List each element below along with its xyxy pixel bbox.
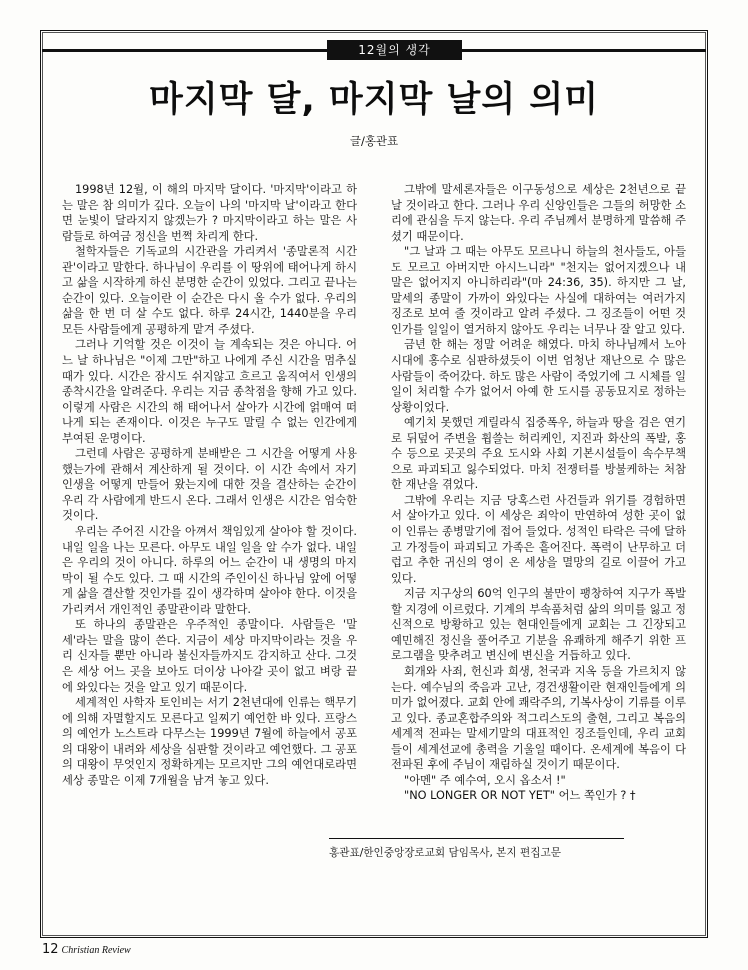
paragraph: 1998년 12월, 이 해의 마지막 달이다. '마지막'이라고 하는 말은 참 의미가 깊다. 오늘이 나의 '마지막 날'이라고 한다면 눈빛이 달라지지 않겠는가 ? 마지막이라고 하는 말은 사람들로 하여금 정신을 번쩍 차리게 한다. (62, 183, 357, 243)
paragraph: 또 하나의 종말관은 우주적인 종말이다. 사람들은 '말세'라는 말을 많이 쓴다. 지금이 세상 마지막이라는 것을 우리 신자들 뿐만 아니라 불신자들까지도 감지하고 산다. 그것은 세상 어느 곳을 보아도 더이상 나아갈 곳이 없고 벼랑 끝에 와있다는 것을 알고 있기 때문이다. (62, 618, 357, 694)
closing-prayer-line: "아멘" 주 예수여, 오시 옵소서 !" (404, 773, 566, 787)
paragraph: 예기치 못했던 게릴라식 집중폭우, 하늘과 땅을 검은 연기로 뒤덮어 주변을 휩쓸는 허리케인, 지진과 화산의 폭발, 홍수 등으로 곳곳의 주요 도시와 사회 기본시설들이 속수무책으로 파괴되고 잃수되었다. 마치 전쟁터를 방불케하는 처참한 재난을 겪었다. (391, 416, 686, 492)
paragraph: 그밖에 우리는 지금 당혹스런 사건들과 위기를 경험하면서 살아가고 있다. 이 세상은 죄악이 만연하여 성한 곳이 없이 인류는 종병말기에 접어 들었다. 성적인 타락은 극에 달하고 가정들이 파괴되고 가족은 흩어진다. 폭력이 난무하고 더럽고 추한 귀신의 영이 온 세상을 멸망의 길로 이끌어 가고 있다. (391, 493, 686, 585)
paragraph: 그러나 기억할 것은 이것이 늘 계속되는 것은 아니다. 어느 날 하나님은 "이제 그만"하고 나에게 주신 시간을 멈추실 때가 있다. 시간은 잠시도 쉬지않고 흐르고 움직여서 인생의 종착시간을 알려준다. 우리는 지금 종착점을 향해 가고 있다. 이렇게 사람은 시간의 해 태어나서 살아가 시간에 얽매여 떠나게 되는 존재이다. 이것은 누구도 말릴 수 없는 인간에게 부여된 운명이다. (62, 338, 357, 445)
paragraph: 지금 지구상의 60억 인구의 불만이 팽창하여 지구가 폭발할 지경에 이르렀다. 기계의 부속품처럼 삶의 의미를 잃고 정신적으로 방황하고 있는 현대인들에게 교회는 그 긴장되고 예민해진 정신을 풀어주고 기분을 유쾌하게 해주기 위한 프로그램을 맞추려고 변신에 변신을 거듭하고 있다. (391, 587, 686, 663)
closing-english-line: "NO LONGER OR NOT YET" 어느 쪽인가 ? † (404, 789, 636, 803)
column-right (391, 182, 686, 804)
article-body (62, 182, 686, 882)
paragraph: 우리는 주어진 시간을 아껴서 책임있게 살아야 할 것이다. 내일 일을 나는 모른다. 아무도 내일 일을 알 수가 없다. 내일은 우리의 것이 아니다. 하루의 어느 순간이 내 생명의 마지막이 될 수도 있다. 그 때 시간의 주인이신 하나님 앞에 어떻게 삶을 결산할 것인가를 깊이 생각하며 살아야 한다. 이것을 가리켜서 개인적인 종말관이라 말한다. (62, 525, 357, 616)
article-title: 마지막 달, 마지막 날의 의미 (149, 80, 599, 120)
column-left (62, 182, 357, 788)
section-banner (42, 40, 706, 60)
paragraph: 세계적인 사학자 토인비는 서기 2천년대에 인류는 핵무기에 의해 자멸할지도 모른다고 일찌기 예언한 바 있다. 프랑스의 예언가 노스트라 다무스는 1999년 7월에 하늘에서 공포의 대왕이 내려와 세상을 심판할 것이라고 예언했다. 그 공포의 대왕이 무엇인지 정확하게는 모르지만 그의 예언대로라면 세상 종말은 이제 7개월을 남겨 놓고 있다. (62, 696, 357, 787)
paragraph: 그밖에 말세론자들은 이구동성으로 세상은 2천년으로 끝날 것이라고 한다. 그러나 우리 신앙인들은 그들의 허망한 소리에 관심을 두지 않는다. 우리 주님께서 분명하게 말씀해 주셨기 때문이다. (391, 183, 686, 243)
paragraph: 그런데 사람은 공평하게 분배받은 그 시간을 어떻게 사용했는가에 관해서 계산하게 될 것이다. 이 시간 속에서 자기 인생을 어떻게 만들어 왔는지에 대한 것을 결산하는 순간이 우리 각 사람에게 반드시 온다. 그래서 인생은 시간은 엄숙한 것이다. (62, 447, 357, 523)
page-folio (42, 942, 342, 957)
signature-rule (329, 838, 624, 839)
author-credit: 홍관표/한인중앙장로교회 담임목사, 본지 편집고문 (329, 847, 561, 859)
article-byline: 글/홍관표 (349, 134, 399, 148)
paragraph: 회개와 사죄, 헌신과 희생, 천국과 지옥 등을 가르치지 않는다. 예수님의 죽음과 고난, 경건생활이란 현재인들에게 의미가 없어졌다. 교회 안에 쾌락주의, 기복사상이 기류를 이루고 있다. 종교혼합주의와 적그리스도의 출현, 그리고 복음의 세계적 전파는 말세기말의 대표적인 징조들인데, 우리 교회들이 세계선교에 총력을 기울일 때이다. 온세계에 복음이 다 전파된 후에 주님이 재림하실 것이기 때문이다. (391, 664, 686, 772)
paragraph: 금년 한 해는 정말 어려운 해였다. 마치 하나님께서 노아시대에 홍수로 심판하셨듯이 이번 엄청난 재난으로 수 많은 사람들이 죽어갔다. 하도 많은 사람이 죽었기에 그 시체를 일일이 처리할 수가 없어서 아예 한 도시를 공동묘지로 정하는 상황이었다. (391, 338, 686, 414)
scripture-quote: "그 날과 그 때는 아무도 모르나니 하늘의 천사들도, 아들도 모르고 아버지만 아시느니라" "천지는 없어지겠으나 내 말은 없어지지 아니하리라"(마 24:36, 35). 하지만 그 날, 말세의 종말이 가까이 와있다는 사실에 대하여는 여러가지 징조로 보여 줄 것이라고 알려 주셨다. 그 징조들이 어떤 것인가를 일일이 열거하지 않아도 우리는 너무나 잘 알고 있다. (391, 245, 686, 336)
section-banner-label: 12월의 생각 (327, 40, 462, 60)
paragraph: 철학자들은 기독교의 시간관을 가리켜서 '종말론적 시간관'이라고 말한다. 하나님이 우리를 이 땅위에 태어나게 하시고 삶을 시작하게 하신 분명한 순간이 있었다. 그리고 끝나는 순간이 있다. 오늘이란 이 순간은 다시 올 수가 없다. 우리의 삶을 한 번 더 살 수도 없다. 하루 24시간, 1440분을 우리 모든 사람들에게 공평하게 맡겨 주셨다. (62, 245, 357, 336)
magazine-name: Christian Review (61, 945, 131, 956)
page-number: 12 (42, 942, 59, 957)
